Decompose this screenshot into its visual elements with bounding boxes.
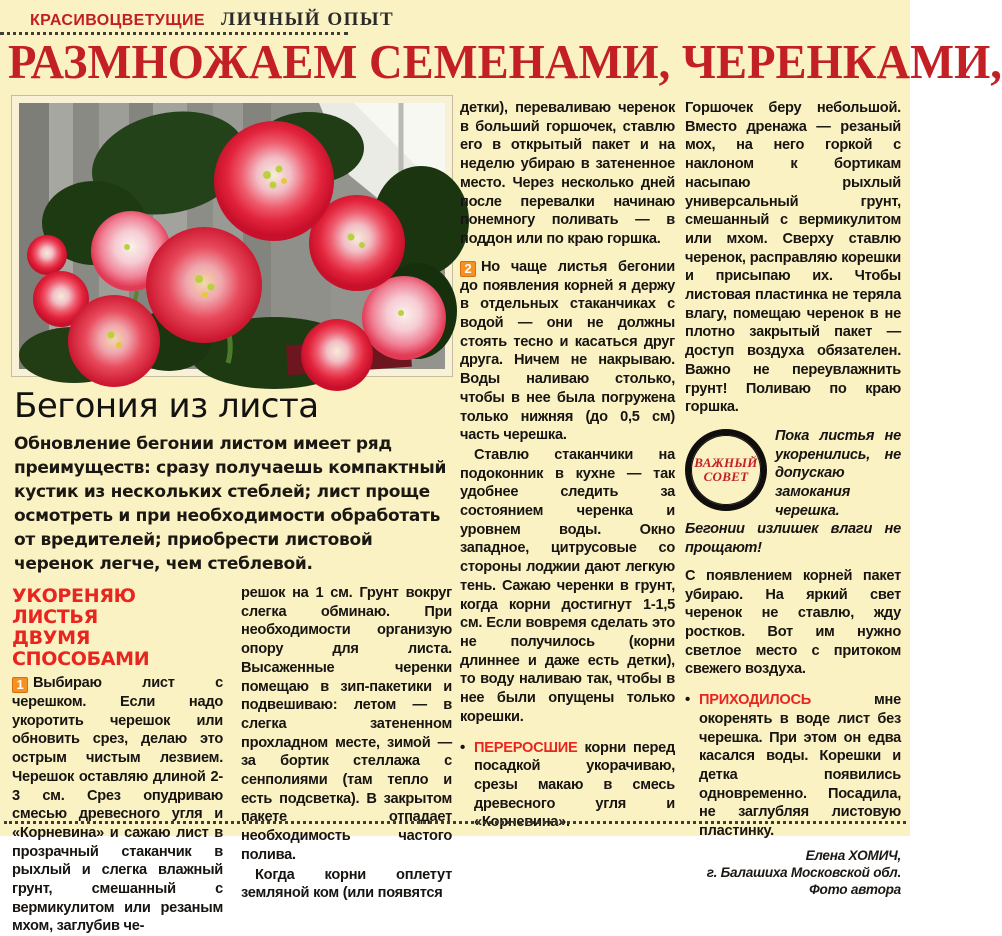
column4-bullet-text	[699, 691, 901, 841]
column4-bullet-lead: ПРИХОДИЛОСЬ	[699, 692, 811, 709]
column3-paragraph3: Ставлю стаканчики на подоконник в кухне — так удобнее следить за состоянием черенка и уровнем воды. Окно западное, цитрусовые со стороны лоджии дают легкую тень. Сажаю черенки в грунт, когда корни достигнут 1-1,5 см. Если вовремя сделать это не получилось (корни длиннее и даже есть детки), то воду наливаю так, чтобы в нее были опущены только корешки.	[460, 446, 675, 725]
tip-badge-line1: ВАЖНЫЙ	[694, 454, 758, 470]
method-subhead	[12, 586, 223, 670]
begonia-photo	[12, 96, 452, 376]
step1-text: Выбираю лист с черешком. Если надо укоротить черешок или обновить срез, делаю это острым чистым лезвием. Черешок оставляю длиной 2-3 см. Срез опудриваю смесью древесного угля и «Корневина» и сажаю лист в прозрачный стаканчик в рыхлый и слегка влажный грунт, смешанный с вермикулитом или резаным мхом, заглубив че-	[12, 675, 223, 935]
step2-text: Но чаще листья бегонии до появления корней я держу в отдельных стаканчиках с водой — они не должны стоять тесно и касаться друг друга. Ничем не накрываю. Воды наливаю столько, чтобы в нее была погружена только нижняя (до 0,5 см) часть черешка.	[460, 258, 675, 444]
column2-paragraph2: Когда корни оплетут земляной ком (или появятся	[241, 866, 452, 902]
kicker-section: ЛИЧНЫЙ ОПЫТ	[220, 9, 395, 30]
step2-number-badge: 2	[460, 261, 476, 277]
column4-paragraph2: С появлением корней пакет убираю. На яркий свет черенок не ставлю, жду ростков. Вот им нужно светлое место с притоком свежего воздуха.	[685, 567, 901, 678]
method-column-1	[12, 584, 223, 936]
step1-number-badge: 1	[12, 677, 28, 693]
important-tip-badge	[685, 429, 767, 511]
column2-paragraph1: решок на 1 см. Грунт вокруг слегка обминаю. При необходимости организую опору для листа. Высаженные черенки помещаю в зип-пакетики и подвешиваю: летом — в слегка затененном прохладном месте, зимой — за бортик стеллажа с сенполиями (там тепло и есть подсветка). В закрытом пакете отпадает необходимость частого полива.	[241, 585, 452, 863]
important-tip	[685, 427, 901, 558]
method-columns	[12, 584, 452, 936]
article-intro: Обновление бегонии листом имеет ряд преимуществ: сразу получаешь компактный кустик из нескольких стеблей; лист проще осмотреть и при необходимости обработать от вредителей; приобрести листовой черенок легче, чем стеблевой.	[14, 434, 447, 574]
begonia-photo-art	[19, 103, 445, 369]
column3-bullet-lead: ПЕРЕРОСШИЕ	[474, 739, 578, 756]
step1-paragraph	[12, 674, 223, 936]
article-left-block	[12, 96, 452, 936]
column3-bullet-text	[474, 739, 675, 833]
column4-bullet-note	[685, 691, 901, 841]
author-city: г. Балашиха Московской обл.	[706, 864, 901, 880]
column3-bullet-note	[460, 739, 675, 833]
bullet-icon: •	[460, 738, 466, 756]
author-signature	[685, 847, 901, 898]
method-subhead-line1: УКОРЕНЯЮ ЛИСТЬЯ	[12, 585, 136, 628]
photo-credit: Фото автора	[809, 881, 901, 897]
article-column-3	[460, 99, 675, 832]
method-subhead-line2: ДВУМЯ СПОСОБАМИ	[12, 627, 150, 670]
article-column-4	[685, 99, 901, 898]
kicker-rubric: КРАСИВОЦВЕТУЩИЕ	[30, 12, 205, 29]
tip-text: Пока листья не укоренились, не допускаю замокания черешка. Бегонии излишек влаги не прощают!	[685, 427, 901, 557]
column4-paragraph1: Горшочек беру небольшой. Вместо дренажа — резаный мох, на него горкой с наклоном к бортикам насыпаю рыхлый универсальный грунт, смешанный с вермикулитом или мхом. Сверху ставлю черенок, расправляю корешки и присыпаю их. Чтобы листовая пластинка не теряла влагу, помещаю черенок в не плотно закрытый пакет — доступ воздуха обязателен. Важно не переувлажнить грунт! Поливаю по краю горшка.	[685, 100, 901, 416]
tip-badge-line2: СОВЕТ	[703, 468, 749, 484]
article-heading: Бегония из листа	[14, 386, 319, 426]
method-column-2	[241, 584, 452, 936]
column2-text	[241, 584, 452, 903]
bullet-icon: •	[685, 691, 691, 709]
column4-bullet-rest: мне окоренять в воде лист без черешка. При этом он едва касался воды. Корешки и детка появились одновременно. Посадила, не заглубляя листовую пластинку.	[699, 692, 901, 840]
column3-bullet-rest: корни перед посадкой укорачиваю, срезы макаю в смесь древесного угля и «Корневина».	[474, 739, 675, 831]
page-title: РАЗМНОЖАЕМ СЕМЕНАМИ, ЧЕРЕНКАМИ,	[8, 34, 1002, 89]
column3-paragraph1: детки), переваливаю черенок в больший горшочек, ставлю его в открытый пакет и на неделю убираю в затененное место. Через несколько дней после перевалки начинаю понемногу поливать — в поддон или по краю горшка.	[460, 100, 675, 247]
bottom-dotted-rule	[4, 821, 906, 824]
author-name: Елена ХОМИЧ,	[805, 847, 901, 863]
kicker-row	[30, 9, 394, 31]
